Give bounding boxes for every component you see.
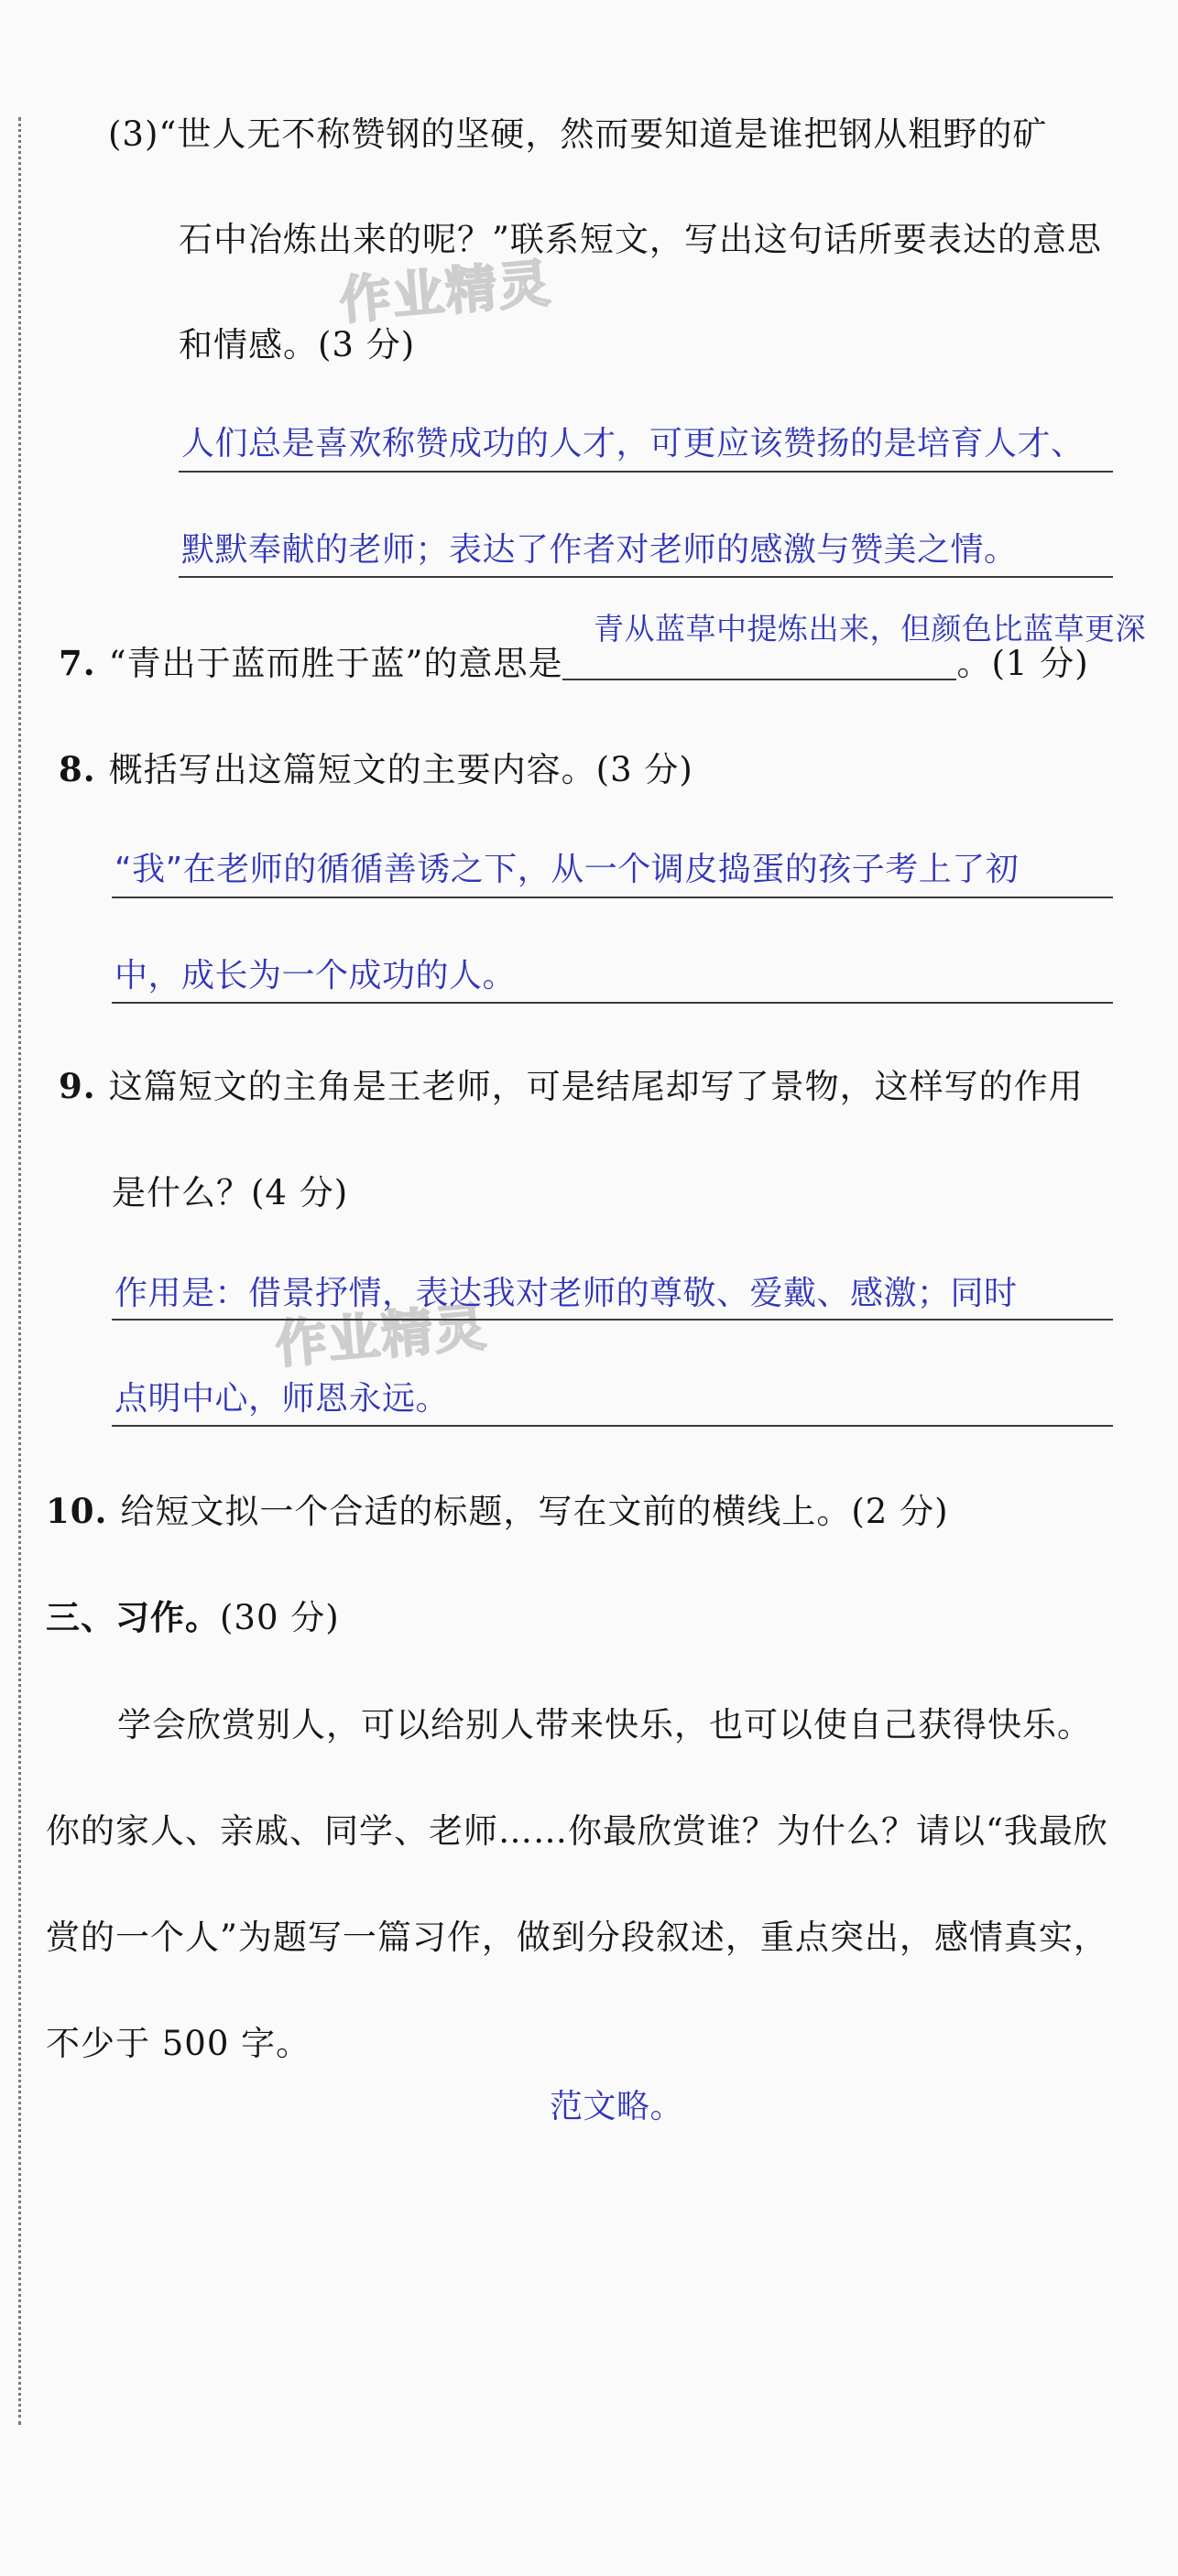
q9-answer-line1: 作用是：借景抒情，表达我对老师的尊敬、爱戴、感激；同时 xyxy=(115,1275,1018,1312)
answer-rule xyxy=(179,576,1113,578)
q8-number: 8. xyxy=(59,749,96,789)
q6-3-line1 xyxy=(108,114,1048,154)
q7-number: 7. xyxy=(59,643,96,683)
watermark-logo: 作业精灵 xyxy=(273,1297,490,1375)
watermark-logo: 作业精灵 xyxy=(337,253,554,332)
answer-rule xyxy=(112,897,1113,898)
section3-points: (30 分) xyxy=(220,1598,340,1637)
q6-3-number: (3) xyxy=(108,114,159,154)
q7-text-before: “青出于蓝而胜于蓝”的意思是 xyxy=(108,644,563,683)
section3-prompt-line3: 赏的一个人”为题写一篇习作，做到分段叙述，重点突出，感情真实， xyxy=(46,1918,1108,1957)
q9-text-line1: 这篇短文的主角是王老师，可是结尾却写了景物，这样写的作用 xyxy=(108,1067,1084,1106)
q8-line xyxy=(59,749,693,789)
answer-rule xyxy=(112,1425,1113,1427)
q7-answer-blank xyxy=(562,647,956,680)
q10-line xyxy=(46,1491,949,1531)
q6-3-answer-line2: 默默奉献的老师；表达了作者对老师的感激与赞美之情。 xyxy=(181,531,1018,569)
section3-answer: 范文略。 xyxy=(550,2088,684,2125)
q7-text-after: 。(1 分) xyxy=(956,644,1089,683)
q8-text: 概括写出这篇短文的主要内容。(3 分) xyxy=(108,750,693,789)
q6-3-line3: 和情感。(3 分) xyxy=(179,325,416,364)
q7-answer: 青从蓝草中提炼出来，但颜色比蓝草更深 xyxy=(594,611,1146,647)
q8-answer-line2: 中，成长为一个成功的人。 xyxy=(115,957,517,995)
section3-prompt-line2: 你的家人、亲戚、同学、老师……你最欣赏谁？为什么？请以“我最欣 xyxy=(46,1811,1108,1851)
section3-heading xyxy=(46,1597,340,1637)
q9-line2: 是什么？(4 分) xyxy=(112,1173,349,1212)
q9-line1 xyxy=(59,1066,1084,1106)
q9-answer-line2: 点明中心，师恩永远。 xyxy=(115,1380,450,1418)
q6-3-answer-line1: 人们总是喜欢称赞成功的人才，可更应该赞扬的是培育人才、 xyxy=(181,425,1085,462)
q9-number: 9. xyxy=(59,1066,96,1106)
binding-margin-line xyxy=(18,117,21,2425)
q10-number: 10. xyxy=(46,1491,108,1531)
answer-rule xyxy=(112,1319,1113,1321)
section3-prompt-line4: 不少于 500 字。 xyxy=(46,2024,311,2063)
section3-prompt-line1: 学会欣赏别人，可以给别人带来快乐，也可以使自己获得快乐。 xyxy=(117,1705,1092,1745)
q6-3-text-line1: “世人无不称赞钢的坚硬，然而要知道是谁把钢从粗野的矿 xyxy=(158,114,1048,154)
q7-line xyxy=(59,643,1089,683)
q8-answer-line1: “我”在老师的循循善诱之下，从一个调皮捣蛋的孩子考上了初 xyxy=(115,851,1020,888)
answer-rule xyxy=(179,471,1113,473)
section3-title: 三、习作。 xyxy=(46,1597,220,1637)
q10-text: 给短文拟一个合适的标题，写在文前的横线上。(2 分) xyxy=(120,1492,949,1531)
q6-3-line2: 石中冶炼出来的呢？”联系短文，写出这句话所要表达的意思 xyxy=(179,220,1102,259)
answer-rule xyxy=(112,1002,1113,1004)
